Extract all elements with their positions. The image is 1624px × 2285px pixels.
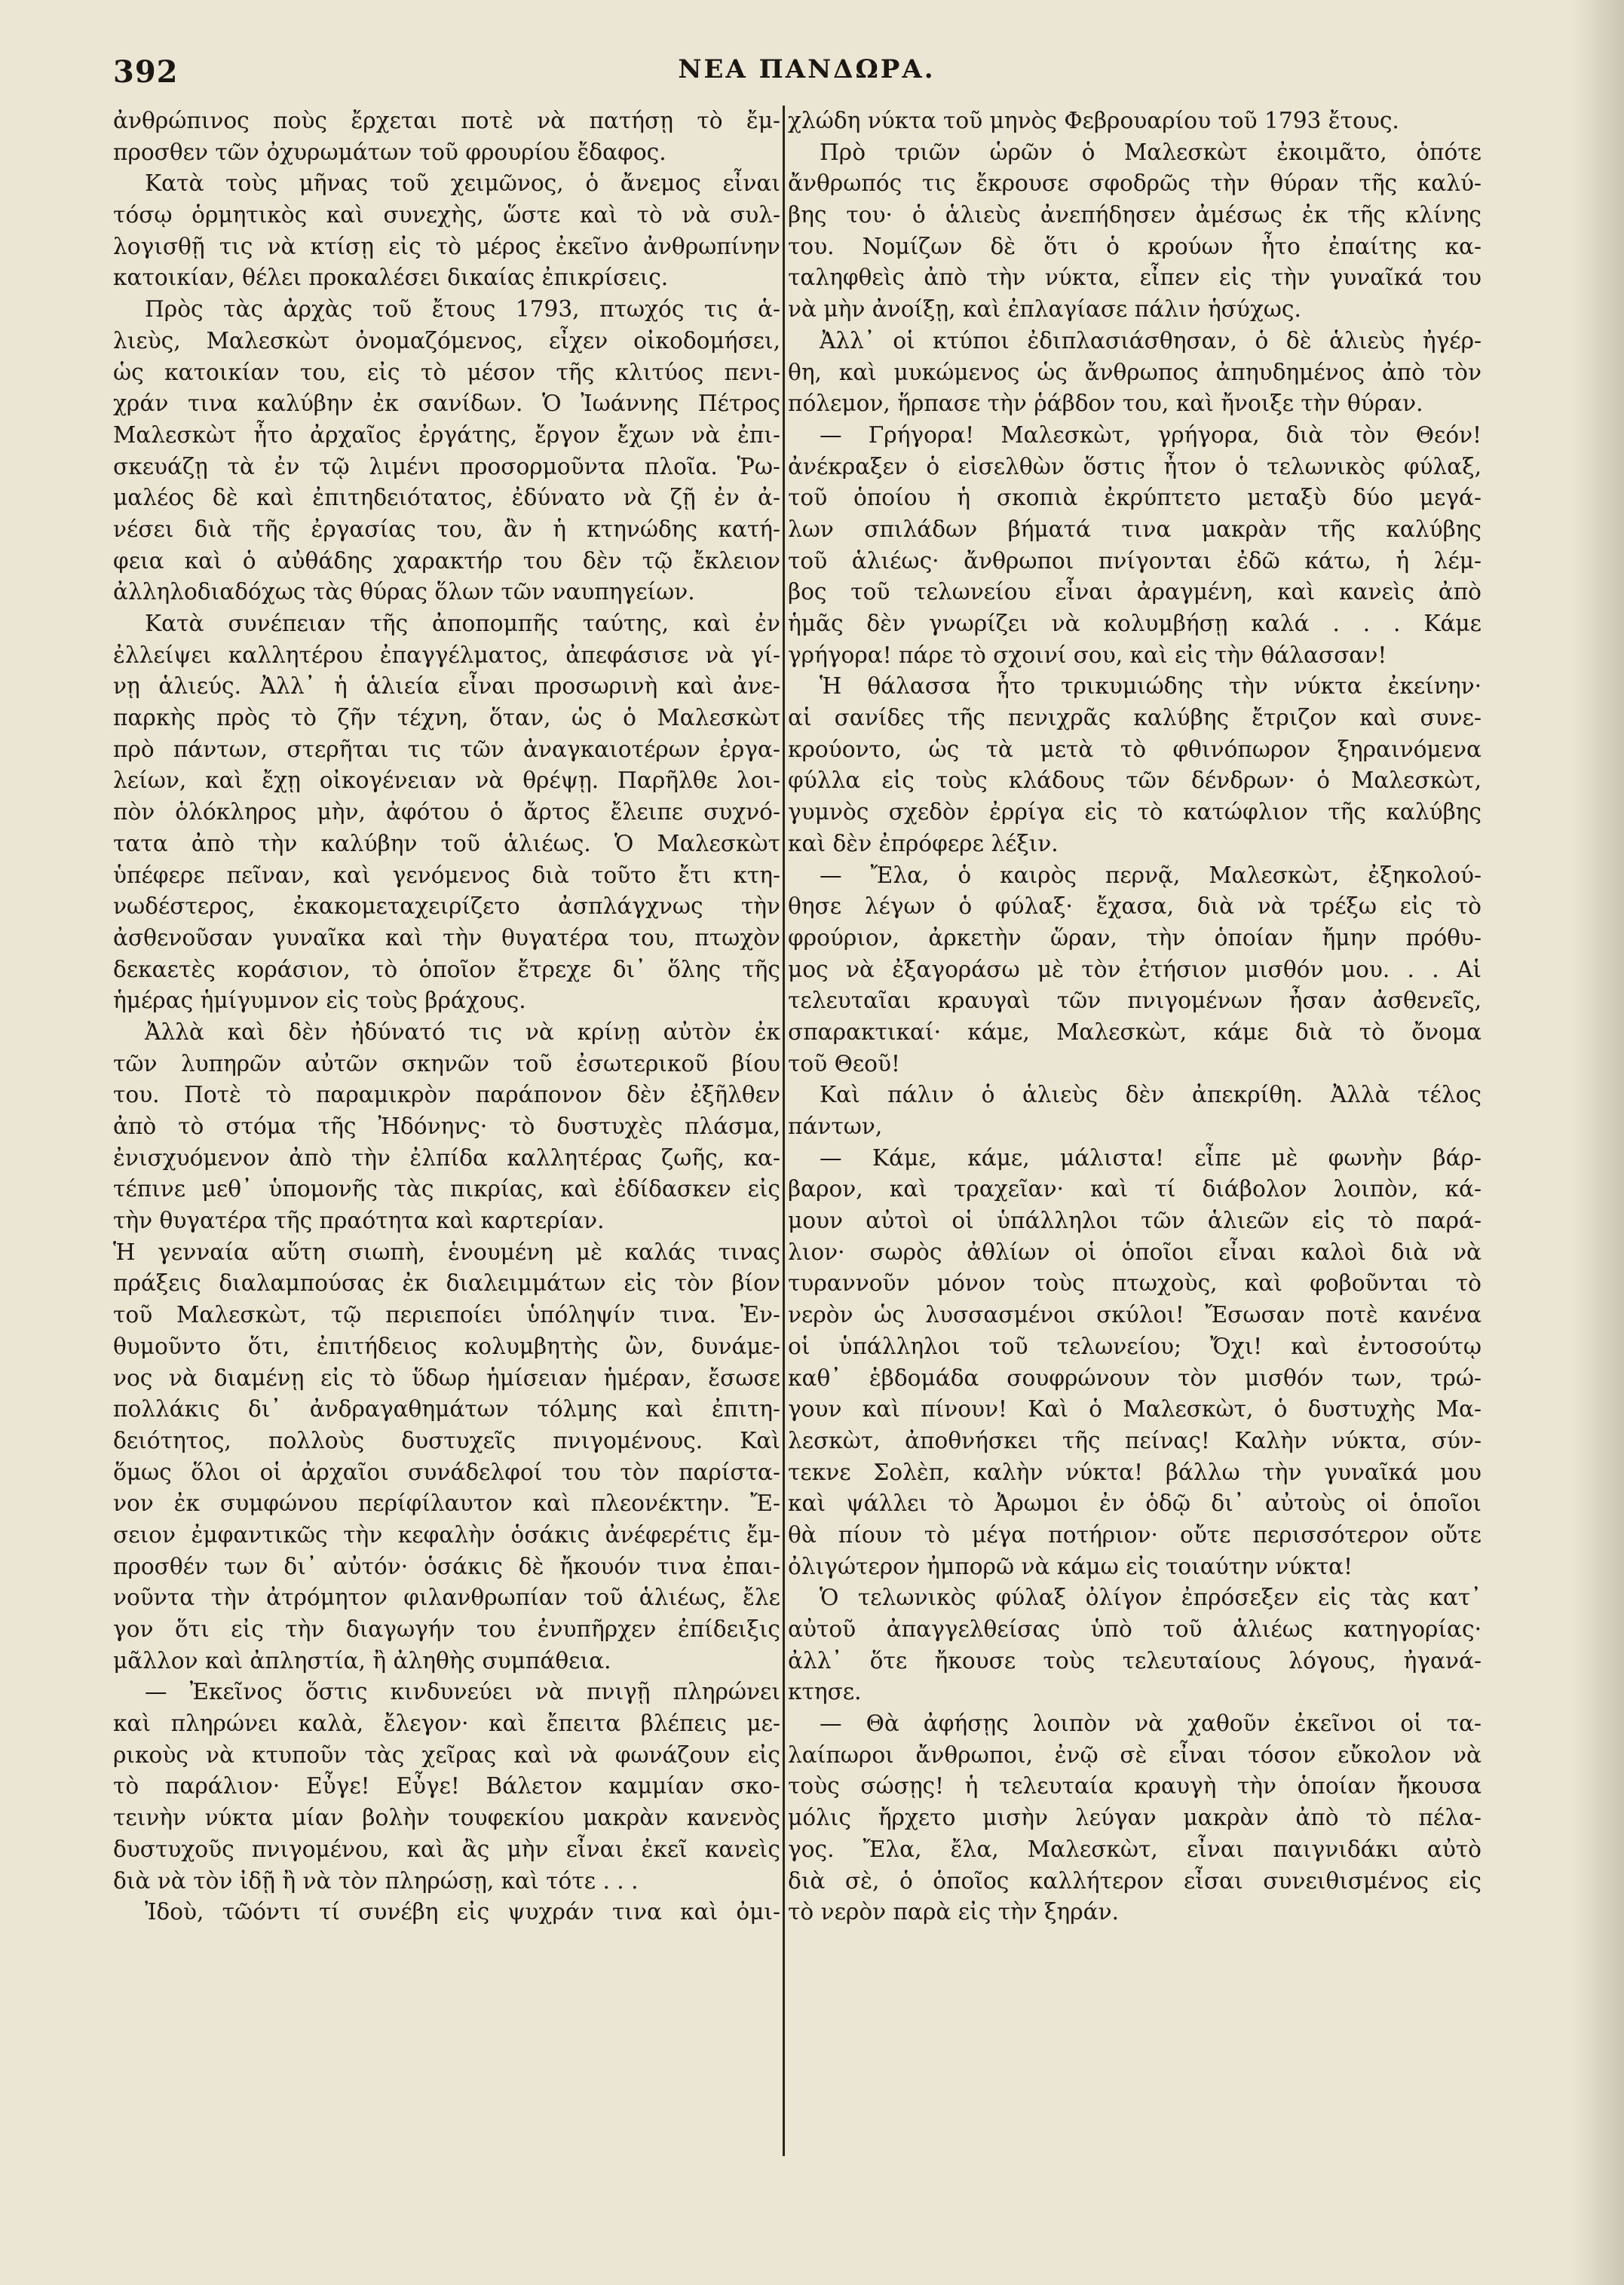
text-line: μᾶλλον καὶ ἀπληστία, ἢ ἀληθὴς συμπάθεια. [113, 1647, 611, 1674]
page-spine-shadow [1571, 0, 1624, 2285]
text-line: Ἀλλὰ καὶ δὲν ἠδύνατό τις νὰ κρίνῃ αὐτὸν ἐκ [145, 1018, 780, 1045]
text-line: μος νὰ ἐξαγοράσω μὲ τὸν ἐτήσιον μισθόν μου. . . Αἱ [788, 956, 1482, 982]
text-line: πολλάκις δι᾿ ἀνδραγαθημάτων τόλμης καὶ ἐπιτη- [113, 1396, 780, 1423]
text-line: Μαλεσκὼτ ἦτο ἀρχαῖος ἐργάτης, ἔργον ἔχων νὰ ἐπι- [113, 421, 780, 448]
text-line: θησε λέγων ὁ φύλαξ· ἔχασα, διὰ νὰ τρέξω εἰς τὸ [788, 893, 1482, 920]
text-line: καὶ δὲν ἐπρόφερε λέξιν. [788, 830, 1059, 856]
text-line: θὰ πίουν τὸ μέγα ποτήριον· οὔτε περισσότερον οὔτε [788, 1521, 1482, 1548]
text-line: Κατὰ συνέπειαν τῆς ἀποπομπῆς ταύτης, καὶ ἐν [145, 611, 780, 636]
text-line: τοῦ ὁποίου ἡ σκοπιὰ ἐκρύπτετο μεταξὺ δύο μεγά- [788, 485, 1482, 511]
text-line: καὶ πληρώνει καλὰ, ἔλεγον· καὶ ἔπειτα βλέπεις με- [113, 1711, 780, 1737]
text-line: νὰ μὴν ἀνοίξῃ, καὶ ἐπλαγίασε πάλιν ἡσύχως. [788, 296, 1301, 323]
text-line: Πρὸ τριῶν ὡρῶν ὁ Μαλεσκὼτ ἐκοιμᾶτο, ὁπότε [820, 139, 1482, 165]
text-line: ἀνθρώπινος ποὺς ἔρχεται ποτὲ νὰ πατήσῃ τὸ ἔμ- [113, 108, 780, 133]
text-line: γυμνὸς σχεδὸν ἐρρίγα εἰς τὸ κατώφλιον τῆς καλύβης [788, 799, 1482, 825]
text-line: ταληφθεὶς ἀπὸ τὴν νύκτα, εἶπεν εἰς τὴν γυναῖκά του [788, 265, 1482, 291]
page-number: 392 [113, 54, 179, 90]
text-line: — Γρήγορα! Μαλεσκὼτ, γρήγορα, διὰ τὸν Θεόν! [820, 421, 1482, 448]
text-line: σειον ἐμφαντικῶς τὴν κεφαλὴν ὁσάκις ἀνέφερέτις ἔμ- [113, 1521, 780, 1548]
text-line: ἀσθενοῦσαν γυναῖκα καὶ τὴν θυγατέρα του, πτωχὸν [113, 924, 780, 951]
text-line: πράξεις διαλαμπούσας ἐκ διαλειμμάτων εἰς τὸν βίον [113, 1270, 780, 1297]
text-line: ὡς κατοικίαν του, εἰς τὸ μέσον τῆς κλιτύος πενι- [113, 359, 780, 385]
text-line: λων σπιλάδων βήματά τινα μακρὰν τῆς καλύβης [788, 516, 1482, 542]
text-line: γρήγορα! πάρε τὸ σχοινί σου, καὶ εἰς τὴν θάλασσαν! [788, 642, 1387, 668]
text-line: διὰ σὲ, ὁ ὁποῖος καλλήτερον εἶσαι συνειθισμένος εἰς [788, 1867, 1482, 1894]
text-line: ἐλλείψει καλλητέρου ἐπαγγέλματος, ἀπεφάσισε νὰ γί- [113, 642, 780, 668]
text-line: Καὶ πάλιν ὁ ἁλιεὺς δὲν ἀπεκρίθη. Ἀλλὰ τέλος [820, 1082, 1482, 1108]
text-line: γον ὅτι εἰς τὴν διαγωγήν του ἐνυπῆρχεν ἐπίδειξις [113, 1616, 780, 1642]
text-line: λαίπωροι ἄνθρωποι, ἐνῷ σὲ εἶναι τόσον εὔκολον νὰ [788, 1741, 1482, 1768]
text-line: ἀλληλοδιαδόχως τὰς θύρας ὅλων τῶν ναυπηγείων. [113, 579, 695, 605]
text-line: νοῦντα τὴν ἀτρόμητον φιλανθρωπίαν τοῦ ἁλιέως, ἔλε [113, 1585, 780, 1611]
text-line: τοῦ ἁλιέως· ἄνθρωποι πνίγονται ἐδῶ κάτω, ἡ λέμ- [788, 547, 1482, 574]
text-line: τὴν θυγατέρα τῆς πραότητα καὶ καρτερίαν. [113, 1208, 605, 1234]
text-line: πάντων, [788, 1113, 883, 1139]
text-line: δυστυχοῦς πνιγομένου, καὶ ἂς μὴν εἶναι ἐκεῖ κανεὶς [113, 1836, 780, 1862]
text-line: τὸ παράλιον· Εὖγε! Εὖγε! Βάλετον καμμίαν σκο- [113, 1773, 780, 1800]
text-line: μαλέος δὲ καὶ ἐπιτηδειότατος, ἐδύνατο νὰ ζῇ ἐν ἀ- [113, 485, 780, 511]
text-line: ὀλιγώτερον ἠμπορῶ νὰ κάμω εἰς τοιαύτην νύκτα! [788, 1553, 1353, 1579]
text-line: νέσει διὰ τῆς ἐργασίας του, ἂν ἡ κτηνώδης κατή- [113, 516, 780, 542]
column-divider [783, 106, 785, 2156]
text-line: χλώδη νύκτα τοῦ μηνὸς Φεβρουαρίου τοῦ 1793 ἔτους. [788, 108, 1399, 133]
text-line: τὸ νερὸν παρὰ εἰς τὴν ξηράν. [788, 1899, 1119, 1925]
text-line: φεια καὶ ὁ αὐθάδης χαρακτήρ του δὲν τῷ ἔκλειον [113, 547, 780, 574]
text-line: ἀνέκραξεν ὁ εἰσελθὼν ὅστις ἦτον ὁ τελωνικὸς φύλαξ, [788, 453, 1482, 479]
text-line: νῃ ἁλιεύς. Ἀλλ᾿ ἡ ἁλιεία εἶναι προσωρινὴ καὶ ἀνε- [113, 673, 780, 700]
text-line: λείων, καὶ ἔχῃ οἰκογένειαν νὰ θρέψῃ. Παρῆλθε λοι- [113, 767, 780, 794]
text-line: τοὺς σώσῃς! ἡ τελευταία κραυγὴ τὴν ὁποίαν ἤκουσα [788, 1773, 1482, 1800]
text-columns [113, 106, 1509, 2156]
text-line: ὅμως ὅλοι οἱ ἀρχαῖοι συνάδελφοί του τὸν παρίστα- [113, 1459, 780, 1485]
text-line: κτησε. [788, 1679, 862, 1705]
text-line: προσθεν τῶν ὀχυρωμάτων τοῦ φρουρίου ἔδαφος. [113, 139, 666, 165]
text-line: δειότητος, πολλοὺς δυστυχεῖς πνιγομένους. Καὶ [113, 1427, 780, 1453]
text-line: φρούριον, ἀρκετὴν ὥραν, τὴν ὁποίαν ἤμην πρόθυ- [788, 924, 1482, 951]
text-line: ὑπέφερε πεῖναν, καὶ γενόμενος διὰ τοῦτο ἔτι κτη- [113, 862, 780, 888]
text-line: γος. Ἔλα, ἔλα, Μαλεσκὼτ, εἶναι παιγνιδάκι αὐτὸ [788, 1836, 1482, 1862]
text-line: προσθέν των δι᾿ αὐτόν· ὁσάκις δὲ ἤκουόν τινα ἐπαι- [113, 1553, 780, 1579]
text-line: διὰ νὰ τὸν ἰδῇ ἢ νὰ τὸν πληρώσῃ, καὶ τότε . . . [113, 1867, 639, 1894]
text-line: τοῦ Θεοῦ! [788, 1050, 900, 1077]
text-line: — Κάμε, κάμε, μάλιστα! εἶπε μὲ φωνὴν βάρ- [820, 1144, 1482, 1171]
text-line: βαρον, καὶ τραχεῖαν· καὶ τί διάβολον λοιπὸν, κά- [788, 1176, 1482, 1202]
text-line: μόλις ἤρχετο μισὴν λεύγαν μακρὰν ἀπὸ τὸ πέλα- [788, 1805, 1482, 1831]
text-line: δεκαετὲς κοράσιον, τὸ ὁποῖον ἔτρεχε δι᾿ ὅλης τῆς [113, 956, 780, 982]
text-line: ἄνθρωπός τις ἔκρουσε σφοδρῶς τὴν θύραν τῆς καλύ- [788, 170, 1482, 197]
text-line: νωδέστερος, ἐκακομεταχειρίζετο ἀσπλάγχνως τὴν [113, 893, 780, 920]
text-line: λιον· σωρὸς ἀθλίων οἱ ὁποῖοι εἶναι καλοὶ διὰ νὰ [788, 1239, 1482, 1265]
text-line: νερὸν ὡς λυσσασμένοι σκύλοι! Ἔσωσαν ποτὲ κανένα [788, 1302, 1482, 1328]
text-line: τεινὴν νύκτα μίαν βολὴν τουφεκίου μακρὰν κανενὸς [113, 1805, 780, 1831]
text-line: Ἡ θάλασσα ἦτο τρικυμιώδης τὴν νύκτα ἐκείνην· [820, 673, 1482, 700]
text-line: — Θὰ ἀφήσῃς λοιπὸν νὰ χαθοῦν ἐκεῖνοι οἱ τα- [820, 1711, 1482, 1737]
text-line: Ἀλλ᾿ οἱ κτύποι ἐδιπλασιάσθησαν, ὁ δὲ ἁλιεὺς ἠγέρ- [820, 327, 1482, 354]
text-line: νον ἐκ συμφώνου περίφίλαυτον καὶ πλεονέκτην. Ἔ- [113, 1490, 780, 1517]
text-line: τυραννοῦν μόνον τοὺς πτωχοὺς, καὶ φοβοῦνται τὸ [788, 1270, 1482, 1297]
text-line: σπαρακτικαί· κάμε, Μαλεσκὼτ, κάμε διὰ τὸ ὄνομα [788, 1018, 1482, 1045]
right-column [788, 106, 1482, 1928]
text-line: ἐνισχυόμενον ἀπὸ τὴν ἐλπίδα καλλητέρας ζωῆς, κα- [113, 1144, 780, 1171]
text-line: τελευταῖαι κραυγαὶ τῶν πνιγομένων ἦσαν ἀσθενεῖς, [788, 988, 1482, 1014]
text-line: θη, καὶ μυκώμενος ὡς ἄνθρωπος ἀπηυδημένος ἀπὸ τὸν [788, 359, 1482, 385]
text-line: λογισθῇ τις νὰ κτίσῃ εἰς τὸ μέρος ἐκεῖνο ἀνθρωπίνην [113, 233, 780, 259]
text-line: σκευάζῃ τὰ ἐν τῷ λιμένι προσορμοῦντα πλοῖα. Ῥω- [113, 453, 780, 479]
text-line: ἀλλ᾿ ὅτε ἤκουσε τοὺς τελευταίους λόγους, ἠγανά- [788, 1647, 1482, 1674]
text-line: ἀπὸ τὸ στόμα τῆς Ἠδόνηνς· τὸ δυστυχὲς πλάσμα, [113, 1113, 780, 1139]
text-line: λιεὺς, Μαλεσκὼτ ὀνομαζόμενος, εἶχεν οἰκοδομήσει, [113, 327, 780, 354]
text-line: αἱ σανίδες τῆς πενιχρᾶς καλύβης ἔτριζον καὶ συνε- [788, 705, 1482, 731]
text-line: τόσῳ ὁρμητικὸς καὶ συνεχὴς, ὥστε καὶ τὸ νὰ συλ- [113, 202, 780, 228]
text-line: βης του· ὁ ἁλιεὺς ἀνεπήδησεν ἀμέσως ἐκ τῆς κλίνης [788, 202, 1482, 228]
text-line: Πρὸς τὰς ἀρχὰς τοῦ ἔτους 1793, πτωχός τις ἁ- [145, 296, 780, 323]
text-line: κρούοντο, ὡς τὰ μετὰ τὸ φθινόπωρον ξηραινόμενα [788, 736, 1482, 762]
text-line: του. Ποτὲ τὸ παραμικρὸν παράπονον δὲν ἐξῆλθεν [113, 1082, 780, 1108]
text-line: ἡμέρας ἡμίγυμνον εἰς τοὺς βράχους. [113, 988, 526, 1014]
text-line: γουν καὶ πίνουν! Καὶ ὁ Μαλεσκὼτ, ὁ δυστυχὴς Μα- [788, 1396, 1482, 1423]
text-line: ἡμᾶς δὲν γνωρίζει νὰ κολυμβήσῃ καλά . . . Κάμε [788, 611, 1482, 636]
text-line: του. Νομίζων δὲ ὅτι ὁ κρούων ἦτο ἐπαίτης κα- [788, 233, 1482, 259]
text-line: τέπινε μεθ᾿ ὑπομονῆς τὰς πικρίας, καὶ ἐδίδασκεν εἰς [113, 1176, 780, 1202]
text-line: — Ἔλα, ὁ καιρὸς περνᾷ, Μαλεσκὼτ, ἐξηκολού- [820, 862, 1482, 888]
text-line: τῶν λυπηρῶν αὐτῶν σκηνῶν τοῦ ἐσωτερικοῦ βίου [113, 1050, 780, 1077]
page-header [113, 54, 1500, 100]
text-line: Κατὰ τοὺς μῆνας τοῦ χειμῶνος, ὁ ἄνεμος εἶναι [145, 170, 780, 197]
text-line: — Ἐκεῖνος ὅστις κινδυνεύει νὰ πνιγῇ πληρώνει [145, 1679, 780, 1705]
text-line: πόλεμον, ἥρπασε τὴν ῥάβδον του, καὶ ἤνοιξε τὴν θύραν. [788, 391, 1423, 417]
text-line: τοῦ Μαλεσκὼτ, τῷ περιεποίει ὑπόληψίν τινα. Ἐν- [113, 1302, 780, 1328]
text-line: Ἡ γενναία αὕτη σιωπὴ, ἑνουμένη μὲ καλάς τινας [113, 1239, 780, 1265]
left-column [113, 106, 780, 1928]
text-line: βος τοῦ τελωνείου εἶναι ἀραγμένη, καὶ κανεὶς ἀπὸ [788, 579, 1482, 605]
text-line: πρὸ πάντων, στερῆται τις τῶν ἀναγκαιοτέρων ἐργα- [113, 736, 780, 762]
text-line: φύλλα εἰς τοὺς κλάδους τῶν δένδρων· ὁ Μαλεσκὼτ, [788, 767, 1482, 794]
text-line: Ὁ τελωνικὸς φύλαξ ὀλίγον ἐπρόσεξεν εἰς τὰς κατ᾿ [820, 1585, 1482, 1611]
text-line: οἱ ὑπάλληλοι τοῦ τελωνείου; Ὄχι! καὶ ἐντοσούτῳ [788, 1333, 1482, 1359]
text-line: τατα ἀπὸ τὴν καλύβην τοῦ ἁλιέως. Ὁ Μαλεσκὼτ [113, 830, 780, 856]
text-line: λεσκὼτ, ἀποθνήσκει τῆς πείνας! Καλὴν νύκτα, σύν- [788, 1427, 1482, 1453]
text-line: Ἰδοὺ, τῶόντι τί συνέβη εἰς ψυχράν τινα καὶ ὀμι- [145, 1899, 780, 1925]
text-line: αὐτοῦ ἀπαγγελθείσας ὑπὸ τοῦ ἁλιέως κατηγορίας· [788, 1616, 1482, 1642]
text-line: πὸν ὁλόκληρος μὴν, ἀφότου ὁ ἄρτος ἔλειπε συχνό- [113, 799, 780, 825]
text-line: τεκνε Σολὲπ, καλὴν νύκτα! βάλλω τὴν γυναῖκά μου [788, 1459, 1482, 1485]
text-line: ρικοὺς νὰ κτυποῦν τὰς χεῖρας καὶ νὰ φωνάζουν εἰς [113, 1741, 780, 1768]
text-line: μουν αὐτοὶ οἱ ὑπάλληλοι τῶν ἁλιεῶν εἰς τὸ παρά- [788, 1208, 1482, 1234]
text-line: κατοικίαν, θέλει προκαλέσει δικαίας ἐπικρίσεις. [113, 265, 669, 291]
text-line: καθ᾿ ἑβδομάδα σουφρώνουν τὸν μισθόν των, τρώ- [788, 1365, 1482, 1391]
text-line: παρκὴς πρὸς τὸ ζῆν τέχνη, ὅταν, ὡς ὁ Μαλεσκὼτ [113, 705, 780, 731]
running-title: ΝΕΑ ΠΑΝΔΩΡΑ. [678, 54, 936, 84]
text-line: θυμοῦντο ὅτι, ἐπιτήδειος κολυμβητὴς ὢν, δυνάμε- [113, 1333, 780, 1359]
text-line: καὶ ψάλλει τὸ Ἀρωμοι ἐν ὁδῷ δι᾿ αὐτοὺς οἱ ὁποῖοι [788, 1490, 1482, 1517]
text-line: χράν τινα καλύβην ἐκ σανίδων. Ὁ Ἰωάννης Πέτρος [113, 391, 780, 417]
text-line: νος νὰ διαμένῃ εἰς τὸ ὕδωρ ἡμίσειαν ἡμέραν, ἔσωσε [113, 1365, 780, 1391]
